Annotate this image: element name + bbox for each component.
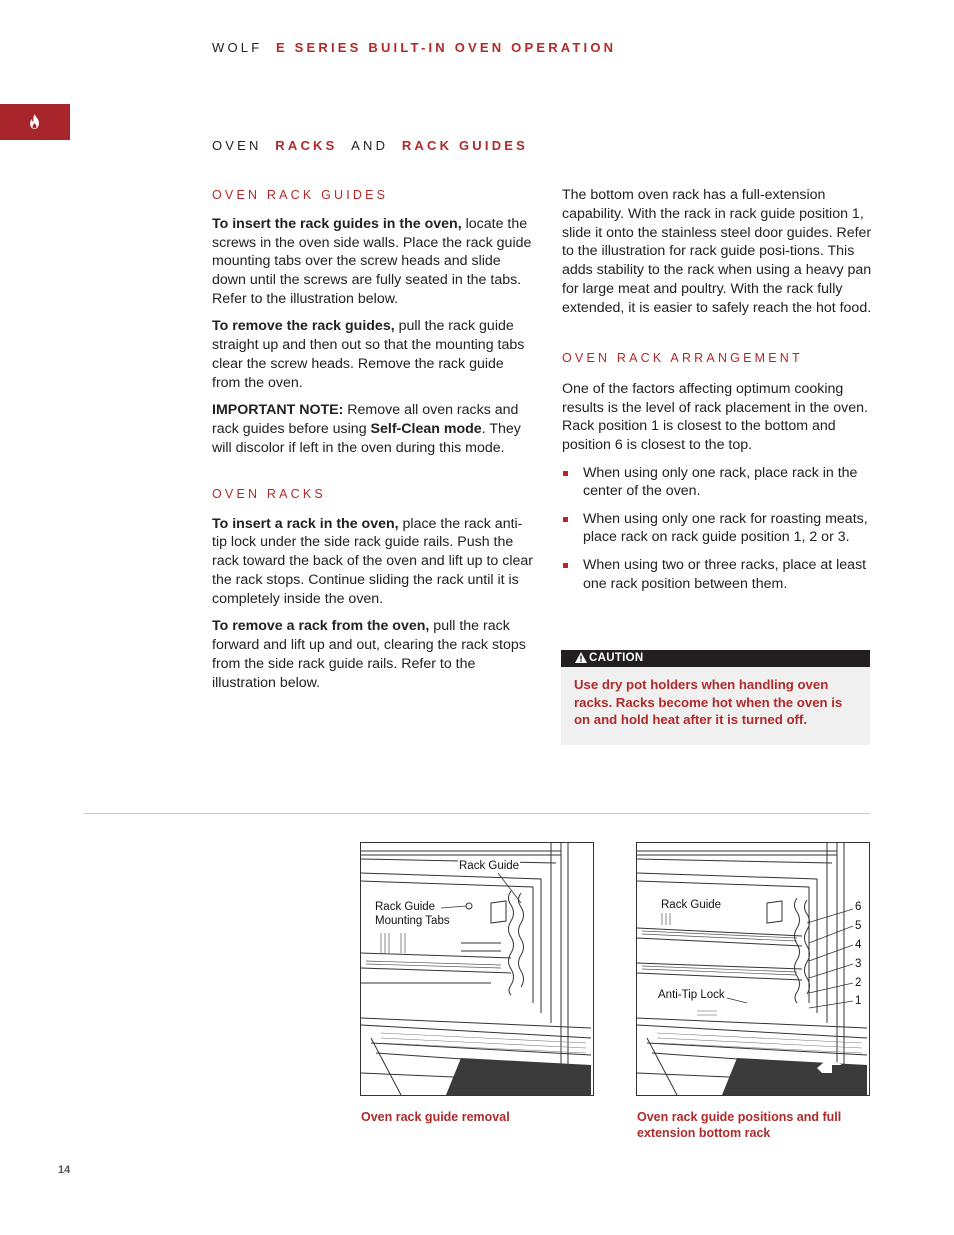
rack-position-label: 4 — [855, 939, 862, 951]
rack-position-label: 2 — [855, 977, 862, 989]
list-item: When using two or three racks, place at least one rack position between them. — [562, 556, 880, 594]
caution-label: CAUTION — [589, 652, 644, 664]
label-mounting-tabs-2: Mounting Tabs — [375, 915, 450, 927]
paragraph-remove-rack: To remove a rack from the oven, pull the rack forward and lift up and out, clearing the rack stops from the side rack guide rails. Refer to the illustration below. — [212, 618, 526, 691]
oven-illustration-2 — [637, 843, 869, 1095]
header-title: E SERIES BUILT-IN OVEN OPERATION — [275, 40, 617, 55]
arrangement-list — [562, 464, 880, 594]
paragraph-insert-rack: To insert a rack in the oven, place the rack anti-tip lock under the side rack guide rails. Push the rack toward the back of the oven and lift up to clear the rack stops. Continue sliding the rack until it is completely inside the oven. — [212, 515, 533, 607]
caution-text: Use dry pot holders when handling oven racks. Racks become hot when the oven is on and hold heat after it is turned off. — [574, 677, 843, 727]
rack-position-label: 6 — [855, 901, 862, 913]
label-rack-guide: Rack Guide — [661, 899, 722, 911]
rack-position-label: 3 — [855, 958, 862, 970]
list-item: When using only one rack for roasting meats, place rack on rack guide position 1, 2 or 3. — [562, 510, 880, 548]
divider — [84, 813, 870, 814]
list-item: When using only one rack, place rack in the center of the oven. — [562, 464, 880, 502]
caption-figure-2: Oven rack guide positions and full extension bottom rack — [637, 1110, 842, 1140]
caution-box — [561, 650, 870, 745]
caution-bar — [561, 650, 870, 667]
right-column — [562, 186, 880, 602]
warning-icon — [575, 652, 587, 663]
paragraph-full-extension: The bottom oven rack has a full-extension capability. With the rack in rack guide position 1, slide it onto the stainless steel door guides. Refer to the illustration for rack guide posi-tions. This adds stability to the rack when using a heavy pan for large meat and poultry. With the rack fully extended, it is easier to safely reach the hot food. — [562, 187, 872, 316]
page-number: 14 — [58, 1164, 71, 1176]
running-header — [212, 40, 616, 55]
heading-oven-racks: OVEN RACKS — [212, 486, 326, 501]
header-brand: WOLF — [212, 40, 263, 55]
paragraph-remove-guides: To remove the rack guides, pull the rack guide straight up and then out so that the mounting tabs clear the screw heads. Remove the rack guide from the oven. — [212, 318, 525, 391]
label-rack-guide: Rack Guide — [459, 860, 520, 872]
oven-illustration-1 — [361, 843, 593, 1095]
left-column — [212, 186, 534, 701]
caption-figure-1: Oven rack guide removal — [361, 1110, 510, 1124]
figure-rack-guide-removal — [360, 842, 594, 1096]
heading-oven-rack-arrangement: OVEN RACK ARRANGEMENT — [562, 351, 803, 366]
figure-rack-positions — [636, 842, 870, 1096]
paragraph-insert-guides: To insert the rack guides in the oven, locate the screws in the oven side walls. Place the rack guide mounting tabs over the screw heads and slide down until the screws are fully seated in the tabs. Refer to the illustration below. — [212, 215, 532, 307]
paragraph-important-note: IMPORTANT NOTE: Remove all oven racks and rack guides before using Self-Clean mode. They will discolor if left in the oven during this mode. — [212, 401, 521, 456]
rack-position-label: 1 — [855, 995, 862, 1007]
flame-icon — [29, 114, 40, 129]
label-mounting-tabs-1: Rack Guide — [375, 901, 436, 913]
paragraph-rack-positions: One of the factors affecting optimum cooking results is the level of rack placement in the oven. Rack position 1 is closest to the bottom and position 6 is closest to the top. — [562, 380, 868, 454]
section-tab — [0, 104, 70, 140]
heading-oven-rack-guides: OVEN RACK GUIDES — [212, 188, 389, 202]
rack-position-label: 5 — [855, 920, 862, 932]
section-title: OVEN RACKS AND RACK GUIDES — [212, 138, 529, 153]
label-anti-tip-lock: Anti-Tip Lock — [658, 989, 725, 1001]
